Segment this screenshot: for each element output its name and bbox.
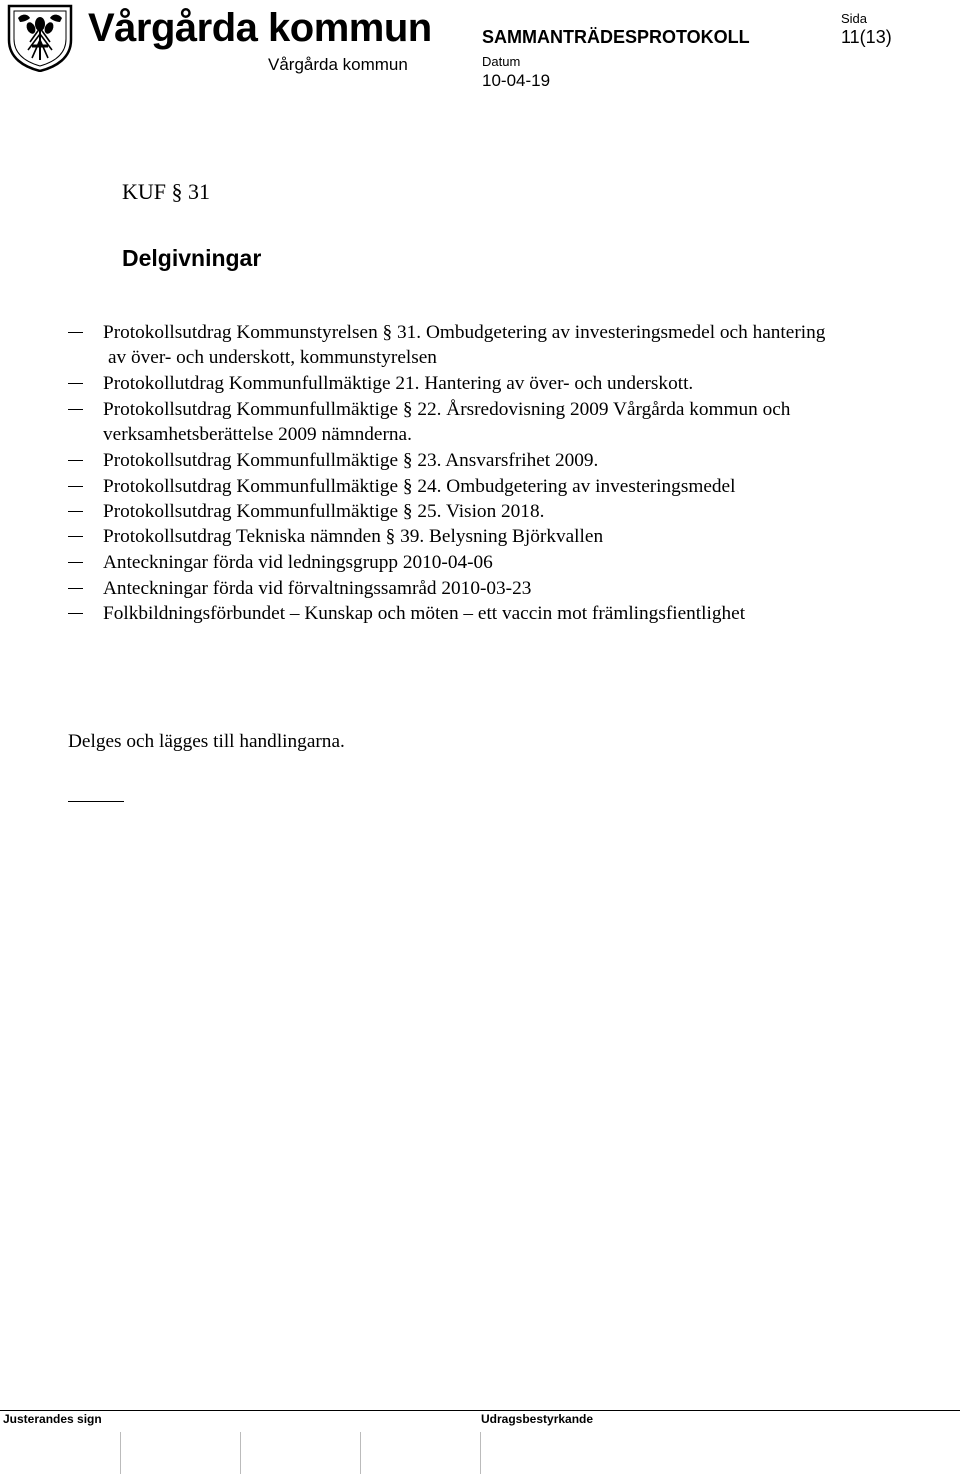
signature-box-divider [240, 1432, 241, 1474]
dash-bullet [68, 460, 83, 461]
date-value: 10-04-19 [482, 71, 551, 90]
list-item-text: Protokollsutdrag Kommunstyrelsen § 31. Ombudgetering av investeringsmedel och hantering [103, 322, 826, 343]
list-item [0, 524, 960, 549]
list-item [0, 474, 960, 499]
list-item [0, 576, 960, 601]
list-item-text: Folkbildningsförbundet – Kunskap och möten – ett vaccin mot främlingsfientlighet [103, 603, 746, 624]
section-number: KUF § 31 [122, 179, 211, 204]
list-item-text: Protokollsutdrag Kommunfullmäktige § 24. Ombudgetering av investeringsmedel [103, 476, 736, 497]
list-item [0, 499, 960, 524]
dash-bullet [68, 409, 83, 410]
municipality-wordmark: Vårgårda kommun [88, 6, 432, 50]
list-item-text: Anteckningar förda vid ledningsgrupp 2010-04-06 [103, 552, 493, 573]
dash-bullet [68, 511, 83, 512]
coat-of-arms-icon [6, 4, 74, 72]
signature-box-divider [480, 1432, 481, 1474]
list-item-text: Protokollsutdrag Kommunfullmäktige § 25. Vision 2018. [103, 501, 545, 522]
list-item [0, 371, 960, 396]
organization-name: Vårgårda kommun [268, 55, 408, 74]
dash-bullet [68, 383, 83, 384]
list-item-text: Protokollsutdrag Kommunfullmäktige § 23. Ansvarsfrihet 2009. [103, 450, 599, 471]
signature-label: Justerandes sign [3, 1412, 102, 1426]
signature-box-divider [120, 1432, 121, 1474]
list-item [0, 448, 960, 473]
list-item [0, 397, 960, 422]
date-label: Datum [482, 54, 521, 69]
list-item-text: Protokollsutdrag Kommunfullmäktige § 22. Årsredovisning 2009 Vårgårda kommun och [103, 399, 791, 420]
footer-divider [0, 1410, 960, 1411]
dash-bullet [68, 588, 83, 589]
list-item [0, 320, 960, 345]
page-label: Sida [841, 11, 868, 26]
dash-bullet [68, 536, 83, 537]
list-item [0, 601, 960, 626]
dash-bullet [68, 486, 83, 487]
certification-label: Udragsbestyrkande [481, 1412, 594, 1426]
list-item [0, 550, 960, 575]
document-type: SAMMANTRÄDESPROTOKOLL [482, 27, 750, 47]
section-title: Delgivningar [122, 245, 262, 271]
page-number: 11(13) [841, 27, 892, 47]
list-item-text: Protokollsutdrag Tekniska nämnden § 39. Belysning Björkvallen [103, 526, 604, 547]
dash-bullet [68, 613, 83, 614]
end-divider [68, 801, 124, 802]
dash-bullet [68, 562, 83, 563]
list-item-text: Protokollutdrag Kommunfullmäktige 21. Hantering av över- och underskott. [103, 373, 694, 394]
signature-box-divider [360, 1432, 361, 1474]
decision-text: Delges och lägges till handlingarna. [68, 731, 345, 752]
list-item-continuation: verksamhetsberättelse 2009 nämnderna. [103, 424, 412, 445]
list-item-continuation: av över- och underskott, kommunstyrelsen [108, 347, 437, 368]
dash-bullet [68, 332, 83, 333]
list-item-text: Anteckningar förda vid förvaltningssamråd 2010-03-23 [103, 578, 532, 599]
